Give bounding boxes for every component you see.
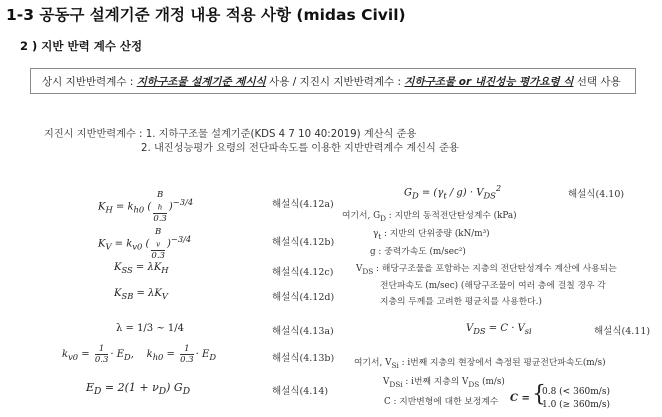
note-line-2: 2. 내진성능평가 요령의 전단파속도를 이용한 지반반력계수 계신식 준용 <box>141 143 459 154</box>
eq-ed: $E_D = 2(1 + \nu_D)$ $G_D$ <box>86 381 191 398</box>
section-heading: 2 ) 지반 반력 계수 산정 <box>20 39 143 53</box>
eq-gd: $G_D = (\gamma_t / g) \cdot V_{DS}^2$ <box>404 183 502 201</box>
ref-4-13b: 해설식(4.13b) <box>272 353 335 364</box>
c-case-2: 1.0 (≥ 360m/s) <box>542 400 610 410</box>
page-title: 1-3 공동구 설계기준 개정 내용 적용 사항 (midas Civil) <box>6 6 406 24</box>
def-g: g : 중력가속도 (m/sec²) <box>370 247 466 257</box>
ref-4-12b: 해설식(4.12b) <box>272 237 335 248</box>
ref-4-12c: 해설식(4.12c) <box>272 267 334 278</box>
def-vdsi: $V_{DSi}$ : i번째 지층의 $V_{DS}$ (m/s) <box>383 377 505 389</box>
eq-kss: $K_{SS} = \lambda K_H$ <box>114 262 169 275</box>
ref-4-14: 해설식(4.14) <box>272 386 329 397</box>
eq-k0: $k_{v0}$ = $\frac{1}{0.3}$ · $E_D$, $k_{h0}$ = $\frac{1}{0.3}$ · $E_D$ <box>62 344 216 365</box>
summary-mid: 사용 / 지진시 지반반력계수 : <box>265 76 405 88</box>
def-vds-line3: 지층의 두께를 고려한 평균치를 사용한다.) <box>380 297 542 307</box>
def-gd: 여기서, $G_D$ : 지반의 동적전단탄성계수 (kPa) <box>342 211 517 223</box>
eq-c-lhs: C = <box>510 393 530 404</box>
eq-kh: $K_H = k_{h0}$ ( B $_h$ 0.3 )$^{-3/4}$ <box>98 190 194 224</box>
ref-4-12a: 해설식(4.12a) <box>272 199 334 210</box>
summary-link-seismic: 지하구조물 or 내진성능 평가요령 식 <box>404 76 574 88</box>
ref-4-13a: 해설식(4.13a) <box>272 326 334 337</box>
eq-lambda: λ = 1/3 ~ 1/4 <box>116 323 184 334</box>
def-vds-line2: 전단파속도 (m/sec) (해당구조물이 여러 층에 걸칠 경우 각 <box>380 281 606 291</box>
eq-vds: $V_{DS} = C \cdot V_{si}$ <box>466 323 532 336</box>
def-gamma: $\gamma_t$ : 지반의 단위중량 (kN/m³) <box>373 229 490 241</box>
c-brace: { <box>532 382 546 407</box>
summary-text <box>42 74 621 89</box>
eq-kv: $K_V = k_{v0}$ ( B $_v$ 0.3 )$^{-3/4}$ <box>98 227 192 261</box>
ref-4-12d: 해설식(4.12d) <box>272 292 335 303</box>
summary-suffix: 선택 사용 <box>573 76 621 88</box>
def-c: C : 지반변형에 대한 보정계수 <box>384 397 499 407</box>
note-line-1: 지진시 지반반력계수 : 1. 지하구조물 설계기준(KDS 4 7 10 40:2019) 계산식 준용 <box>44 129 417 140</box>
ref-4-10: 해설식(4.10) <box>568 189 625 200</box>
eq-ksb: $K_{SB} = \lambda K_V$ <box>114 288 168 301</box>
c-case-1: 0.8 (< 360m/s) <box>542 387 610 397</box>
def-vsi: 여기서, $V_{Si}$ : i번째 지층의 현장에서 측정된 평균전단파속도(m/s) <box>354 358 606 370</box>
ref-4-11: 해설식(4.11) <box>594 326 651 337</box>
summary-link-design-standard: 지하구조물 설계기준 제시식 <box>136 76 266 88</box>
summary-prefix: 상시 지반반력계수 : <box>42 76 137 88</box>
def-vds: $V_{DS}$ : 해당구조물을 포함하는 지층의 전단탄성계수 계산에 사용되는 <box>356 264 617 276</box>
